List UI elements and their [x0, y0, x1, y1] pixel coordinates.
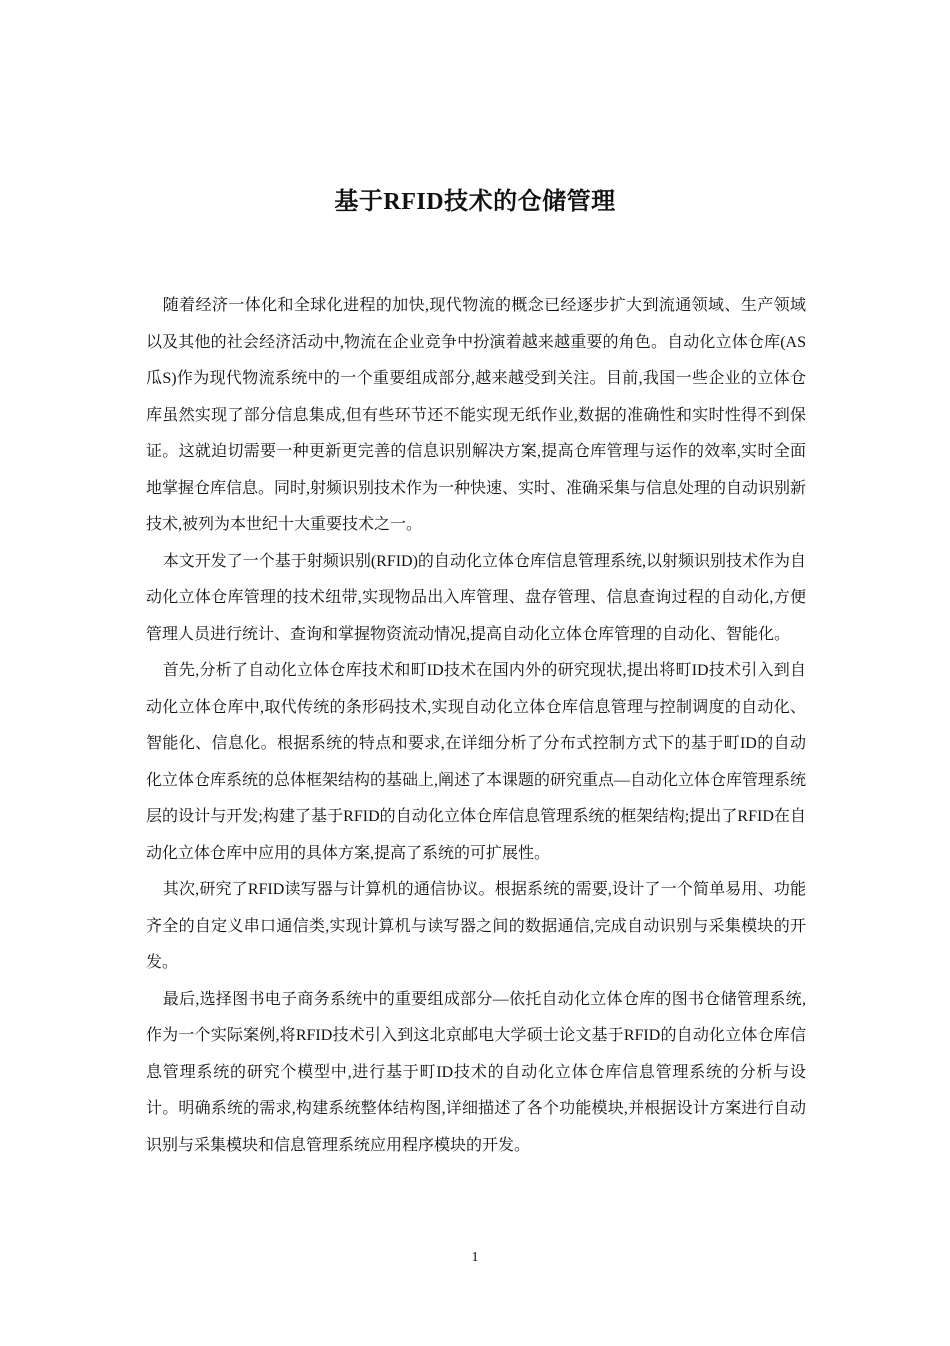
- paragraph-first-analysis: 首先,分析了自动化立体仓库技术和町ID技术在国内外的研究现状,提出将町ID技术引入到自动化立体仓库中,取代传统的条形码技术,实现自动化立体仓库信息管理与控制调度的自动化、智能化、信息化。根据系统的特点和要求,在详细分析了分布式控制方式下的基于町ID的自动化立体仓库系统的总体框架结构的基础上,阐述了本课题的研究重点—自动化立体仓库管理系统层的设计与开发;构建了基于RFID的自动化立体仓库信息管理系统的框架结构;提出了RFID在自动化立体仓库中应用的具体方案,提高了系统的可扩展性。: [146, 662, 807, 862]
- paragraph-second-protocol: 其次,研究了RFID读写器与计算机的通信协议。根据系统的需要,设计了一个简单易用、功能齐全的自定义串口通信类,实现计算机与读写器之间的数据通信,完成自动识别与采集模块的开发。: [146, 881, 806, 971]
- document-title: 基于RFID技术的仓储管理: [334, 189, 616, 215]
- page-number: 1: [471, 1250, 479, 1265]
- document-body: [146, 288, 806, 1164]
- paragraph-final-case: 最后,选择图书电子商务系统中的重要组成部分—依托自动化立体仓库的图书仓储管理系统,作为一个实际案例,将RFID技术引入到这北京邮电大学硕士论文基于RFID的自动化立体仓库信息管理系统的研究个模型中,进行基于町ID技术的自动化立体仓库信息管理系统的分析与设计。明确系统的需求,构建系统整体结构图,详细描述了各个功能模块,并根据设计方案进行自动识别与采集模块和信息管理系统应用程序模块的开发。: [146, 990, 806, 1154]
- paragraph-intro: 随着经济一体化和全球化进程的加快,现代物流的概念已经逐步扩大到流通领域、生产领域以及其他的社会经济活动中,物流在企业竞争中扮演着越来越重要的角色。自动化立体仓库(AS瓜S)作为现代物流系统中的一个重要组成部分,越来越受到关注。目前,我国一些企业的立体仓库虽然实现了部分信息集成,但有些环节还不能实现无纸作业,数据的准确性和实时性得不到保证。这就迫切需要一种更新更完善的信息识别解决方案,提高仓库管理与运作的效率,实时全面地掌握仓库信息。同时,射频识别技术作为一种快速、实时、准确采集与信息处理的自动识别新技术,被列为本世纪十大重要技术之一。: [146, 297, 807, 533]
- paragraph-system-overview: 本文开发了一个基于射频识别(RFID)的自动化立体仓库信息管理系统,以射频识别技术作为自动化立体仓库管理的技术纽带,实现物品出入库管理、盘存管理、信息查询过程的自动化,方便管理人员进行统计、查询和掌握物资流动情况,提高自动化立体仓库管理的自动化、智能化。: [146, 552, 806, 643]
